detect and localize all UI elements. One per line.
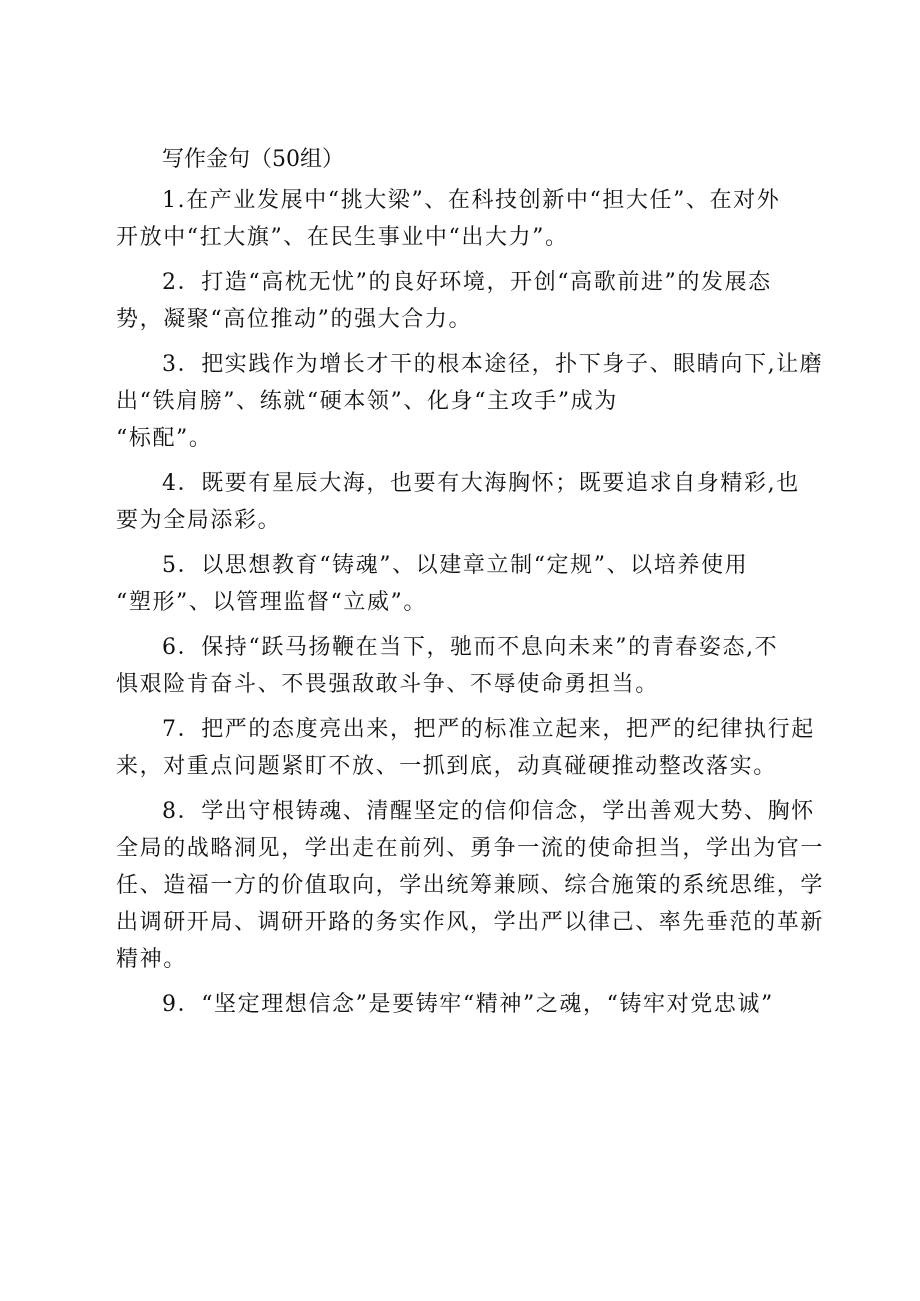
paragraph-line: 惧艰险肯奋斗、不畏强敌敢斗争、不辱使命勇担当。 [116, 672, 659, 697]
paragraph-line: 全局的战略洞见，学出走在前列、勇争一流的使命担当，学出为官一 [116, 836, 825, 861]
paragraph-line: 来，对重点问题紧盯不放、一抓到底，动真碰硬推动整改落实。 [116, 754, 777, 779]
paragraph-line: 3．把实践作为增长才干的根本途径，扑下身子、眼睛向下,让磨 [162, 352, 824, 377]
paragraph-line: 7．把严的态度亮出来，把严的标准立起来，把严的纪律执行起 [162, 717, 815, 742]
paragraph-line: 出调研开局、调研开路的务实作风，学出严以律己、率先垂范的革新 [116, 910, 825, 935]
paragraph-line: 5．以思想教育“铸魂”、以建章立制“定规”、以培养使用 [162, 553, 749, 578]
paragraph-line: 2．打造“高枕无忧”的良好环境，开创“高歌前进”的发展态 [162, 270, 772, 295]
paragraph-line: 精神。 [116, 947, 187, 972]
paragraph-6 [116, 629, 816, 703]
paragraph-line: “塑形”、以管理监督“立威”。 [116, 590, 427, 615]
paragraph-5 [116, 547, 816, 621]
paragraph-line: 4．既要有星辰大海，也要有大海胸怀；既要追求自身精彩,也 [162, 471, 800, 496]
paragraph-7 [116, 711, 816, 785]
paragraph-line: 势，凝聚“高位推动”的强大合力。 [116, 307, 473, 332]
paragraph-line: 要为全局添彩。 [116, 508, 282, 533]
paragraph-line: 开放中“扛大旗”、在民生事业中“出大力”。 [116, 225, 569, 250]
paragraph-8 [116, 793, 825, 978]
paragraph-9 [116, 986, 816, 1023]
paragraph-1 [116, 182, 816, 256]
paragraph-line: 9．“坚定理想信念”是要铸牢“精神”之魂，“铸牢对党忠诚” [162, 992, 774, 1017]
paragraph-3 [116, 346, 824, 457]
paragraph-2 [116, 264, 816, 338]
document-title: 写作金句（50组） [162, 147, 344, 172]
paragraph-line: 1.在产业发展中“挑大梁”、在科技创新中“担大任”、在对外 [162, 188, 781, 213]
paragraph-line: 8．学出守根铸魂、清醒坚定的信仰信念，学出善观大势、胸怀 [162, 799, 815, 824]
paragraph-4 [116, 465, 816, 539]
paragraph-line: 6．保持“跃马扬鞭在当下，驰而不息向未来”的青春姿态,不 [162, 635, 779, 660]
paragraph-line: 任、造福一方的价值取向，学出统筹兼顾、综合施策的系统思维，学 [116, 873, 825, 898]
paragraph-line: “标配”。 [116, 426, 213, 451]
paragraph-line: 出“铁肩膀”、练就“硬本领”、化身“主攻手”成为 [116, 389, 618, 414]
document-body [116, 140, 825, 1031]
